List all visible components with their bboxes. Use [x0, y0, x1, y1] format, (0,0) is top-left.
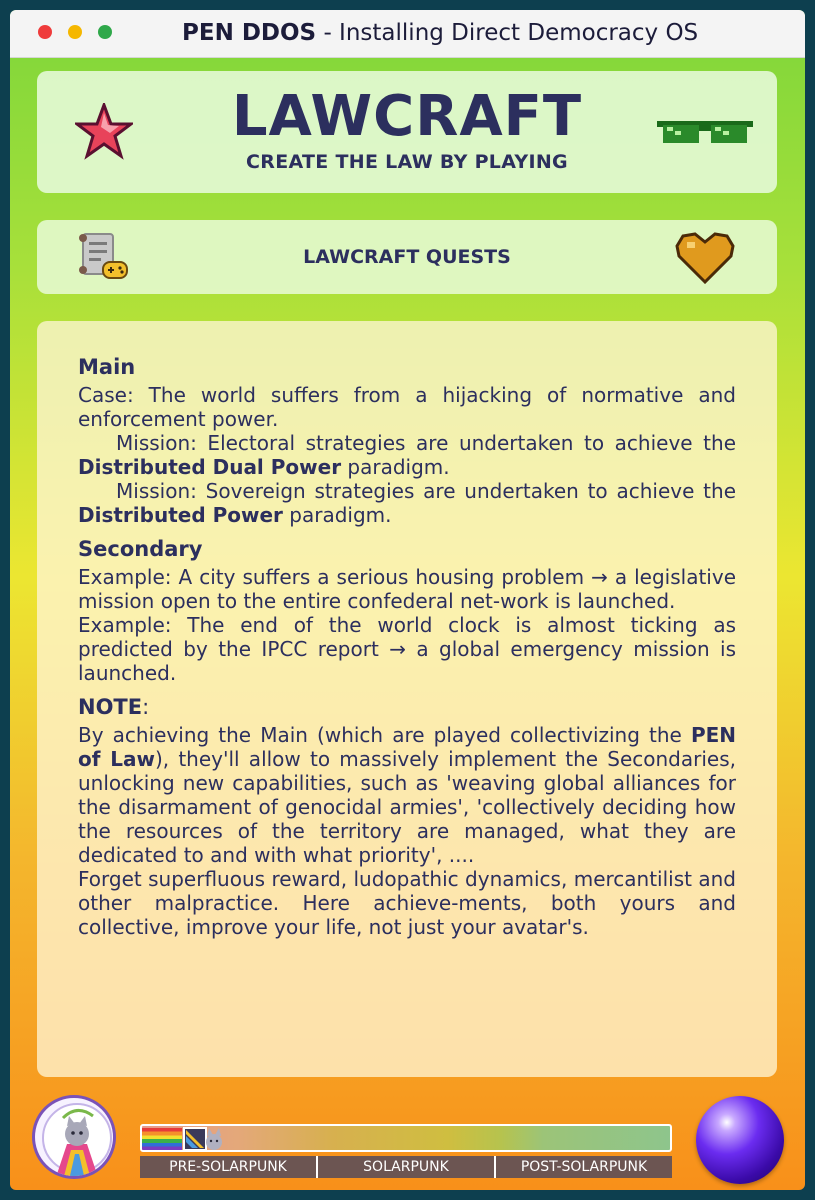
cat-avatar-icon	[35, 1098, 116, 1179]
example-clock: Example: The end of the world clock is almost ticking as predicted by the IPCC report → a global emergency mission is launched.	[78, 613, 736, 685]
app-window	[10, 10, 805, 1190]
quest-details-panel	[37, 321, 777, 1077]
pixel-heart-icon	[675, 232, 735, 284]
cat-marker-icon	[182, 1124, 226, 1152]
secondary-heading: Secondary	[78, 537, 203, 561]
stage-labels	[140, 1156, 672, 1178]
header-panel	[37, 71, 777, 193]
example-housing: Example: A city suffers a serious housing problem → a legislative mission open to the entire confederal net-work is launched.	[78, 565, 736, 613]
window-title	[182, 20, 698, 46]
note-closing-paragraph: Forget superfluous reward, ludopathic dynamics, mercantilist and other malpractice. Here achieve-ments, both yours and collective, improve your life, not just your avatar's.	[78, 867, 736, 939]
window-title-bold: PEN DDOS	[182, 20, 317, 46]
maximize-window-button[interactable]	[98, 25, 112, 39]
avatar[interactable]	[32, 1095, 116, 1179]
quests-title: LAWCRAFT QUESTS	[303, 246, 511, 268]
main-heading: Main	[78, 355, 136, 379]
rainbow-flag-icon	[142, 1128, 182, 1150]
stage-post-solarpunk: POST-SOLARPUNK	[496, 1156, 672, 1178]
mission-electoral: Mission: Electoral strategies are undertaken to achieve the Distributed Dual Power paradigm.	[78, 431, 736, 479]
note-heading: NOTE:	[78, 695, 150, 719]
close-window-button[interactable]	[38, 25, 52, 39]
app-logo-title: LAWCRAFT	[231, 84, 583, 149]
stage-pre-solarpunk: PRE-SOLARPUNK	[140, 1156, 318, 1178]
pixel-sunglasses-icon	[657, 117, 753, 147]
app-subtitle: CREATE THE LAW BY PLAYING	[246, 151, 568, 173]
note-paragraph: By achieving the Main (which are played collectivizing the PEN of Law), they'll allow to massively implement the Secondaries, unlocking new capabilities, such as 'weaving global alliances for the disarmament of genocidal armies', 'collectively deciding how the resources of the territory are managed, what they are dedicated to and with what priority', ....	[78, 723, 736, 867]
quests-panel	[37, 220, 777, 294]
civilization-progress-bar	[140, 1124, 672, 1152]
purple-orb-button[interactable]	[696, 1096, 784, 1184]
main-case-text: Case: The world suffers from a hijacking of normative and enforcement power.	[78, 383, 736, 431]
minimize-window-button[interactable]	[68, 25, 82, 39]
window-title-rest: - Installing Direct Democracy OS	[316, 20, 699, 46]
bottom-bar	[10, 1090, 805, 1190]
mission-sovereign: Mission: Sovereign strategies are undertaken to achieve the Distributed Power paradigm.	[78, 479, 736, 527]
title-bar	[10, 10, 805, 58]
stage-solarpunk: SOLARPUNK	[318, 1156, 496, 1178]
quest-details-text	[78, 355, 736, 939]
